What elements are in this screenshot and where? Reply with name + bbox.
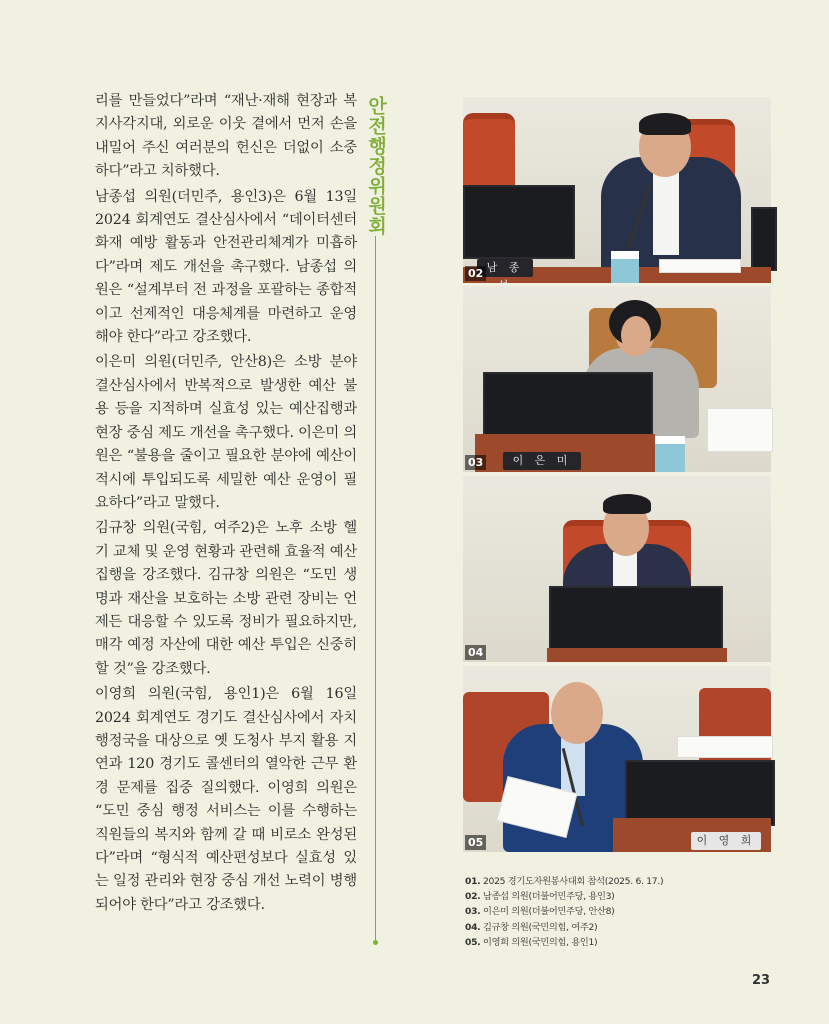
photo-04 bbox=[463, 476, 771, 662]
caption-text: 남종섭 의원(더불어민주당, 용인3) bbox=[483, 891, 615, 903]
caption-number: 05. bbox=[465, 936, 481, 948]
caption-item bbox=[465, 889, 765, 904]
tissue-box bbox=[611, 251, 639, 283]
caption-item bbox=[465, 920, 765, 935]
paragraph: 리를 만들었다”라며 “재난·재해 현장과 복지사각지대, 외로운 이웃 곁에서 먼저 손을 내밀어 주신 여러분의 헌신은 더없이 소중하다”라고 치하했다. bbox=[95, 93, 357, 180]
speaker-face bbox=[621, 316, 651, 354]
caption-text: 이영희 의원(국민의힘, 용인1) bbox=[483, 936, 598, 948]
caption-number: 03. bbox=[465, 906, 481, 918]
section-divider bbox=[375, 236, 376, 942]
monitor bbox=[483, 372, 653, 440]
caption-item bbox=[465, 874, 765, 889]
paragraph: 김규창 의원(국힘, 여주2)은 노후 소방 헬기 교체 및 운영 현황과 관련해 효율적 예산집행을 강조했다. 김규창 의원은 “도민 생명과 재산을 보호하는 소방 관련 장비는 언제든 대응할 수 있도록 정비가 필요하지만, 매각 예정 자산에 대한 예산 투입은 신중히 할 것”을 강조했다. bbox=[95, 520, 357, 677]
photo-number: 05 bbox=[465, 835, 486, 850]
section-tag: 안전행정위원회 bbox=[365, 96, 387, 236]
shirt bbox=[653, 165, 679, 255]
photo-03 bbox=[463, 286, 771, 472]
nameplate: 이 영 희 bbox=[691, 832, 761, 850]
paragraph: 이영희 의원(국힘, 용인1)은 6월 16일 2024 회계연도 경기도 결산심사에서 자치행정국을 대상으로 옛 도청사 부지 활용 지연과 120 경기도 콜센터의 열악한 근무 환경 문제를 집중 질의했다. 이영희 의원은 “도민 중심 행정 서비스는 이를 수행하는 직원들의 복지와 함께 갈 때 비로소 완성된다”라며 “형식적 예산편성보다 실효성 있는 일정 관리와 현장 중심 개선 노력이 병행되어야 한다”라고 강조했다. bbox=[95, 686, 357, 913]
papers bbox=[707, 408, 773, 452]
nameplate: 남 종 bbox=[477, 259, 533, 277]
speaker-head bbox=[551, 682, 603, 744]
photo-number: 02 bbox=[465, 266, 486, 281]
paragraph: 이은미 의원(더민주, 안산8)은 소방 분야 결산심사에서 반복적으로 발생한 예산 불용 등을 지적하며 실효성 있는 예산집행과 현장 중심 제도 개선을 촉구했다. 이은미 의원은 “불용을 줄이고 필요한 분야에 예산이 적시에 투입되도록 세밀한 예산 운영이 필요하다”라고 말했다. bbox=[95, 354, 357, 511]
section-divider-end bbox=[373, 940, 378, 945]
papers bbox=[677, 736, 773, 758]
papers bbox=[659, 259, 741, 273]
tissue-box bbox=[655, 436, 685, 472]
caption-text: 이은미 의원(더불어민주당, 안산8) bbox=[483, 906, 615, 918]
caption-item bbox=[465, 904, 765, 919]
nameplate: 이 은 미 bbox=[503, 452, 581, 470]
hair bbox=[603, 494, 651, 514]
monitor bbox=[751, 207, 777, 271]
article-body bbox=[95, 90, 357, 919]
monitor bbox=[625, 760, 775, 826]
photo-number: 03 bbox=[465, 455, 486, 470]
photo-05 bbox=[463, 666, 771, 852]
paragraph: 남종섭 의원(더민주, 용인3)은 6월 13일 2024 회계연도 결산심사에서 “데이터센터 화재 예방 활동과 안전관리체계가 미흡하다”라며 제도 개선을 촉구했다. 남종섭 의원은 “설계부터 전 과정을 포괄하는 종합적이고 선제적인 대응체계를 마련하고 운영해야 한다”라고 강조했다. bbox=[95, 188, 357, 346]
monitor bbox=[549, 586, 723, 654]
caption-number: 04. bbox=[465, 921, 481, 933]
photo-captions bbox=[465, 874, 765, 950]
monitor bbox=[463, 185, 575, 259]
hair bbox=[639, 113, 691, 135]
caption-item bbox=[465, 935, 765, 950]
page-number: 23 bbox=[752, 973, 771, 988]
caption-number: 02. bbox=[465, 891, 481, 903]
caption-text: 2025 경기도자원봉사대회 참석(2025. 6. 17.) bbox=[483, 876, 664, 887]
photo-02 bbox=[463, 97, 771, 283]
photo-number: 04 bbox=[465, 645, 486, 660]
caption-number: 01. bbox=[465, 876, 481, 887]
chair bbox=[463, 113, 515, 189]
caption-text: 김규창 의원(국민의힘, 여주2) bbox=[483, 921, 598, 933]
desk bbox=[547, 648, 727, 662]
